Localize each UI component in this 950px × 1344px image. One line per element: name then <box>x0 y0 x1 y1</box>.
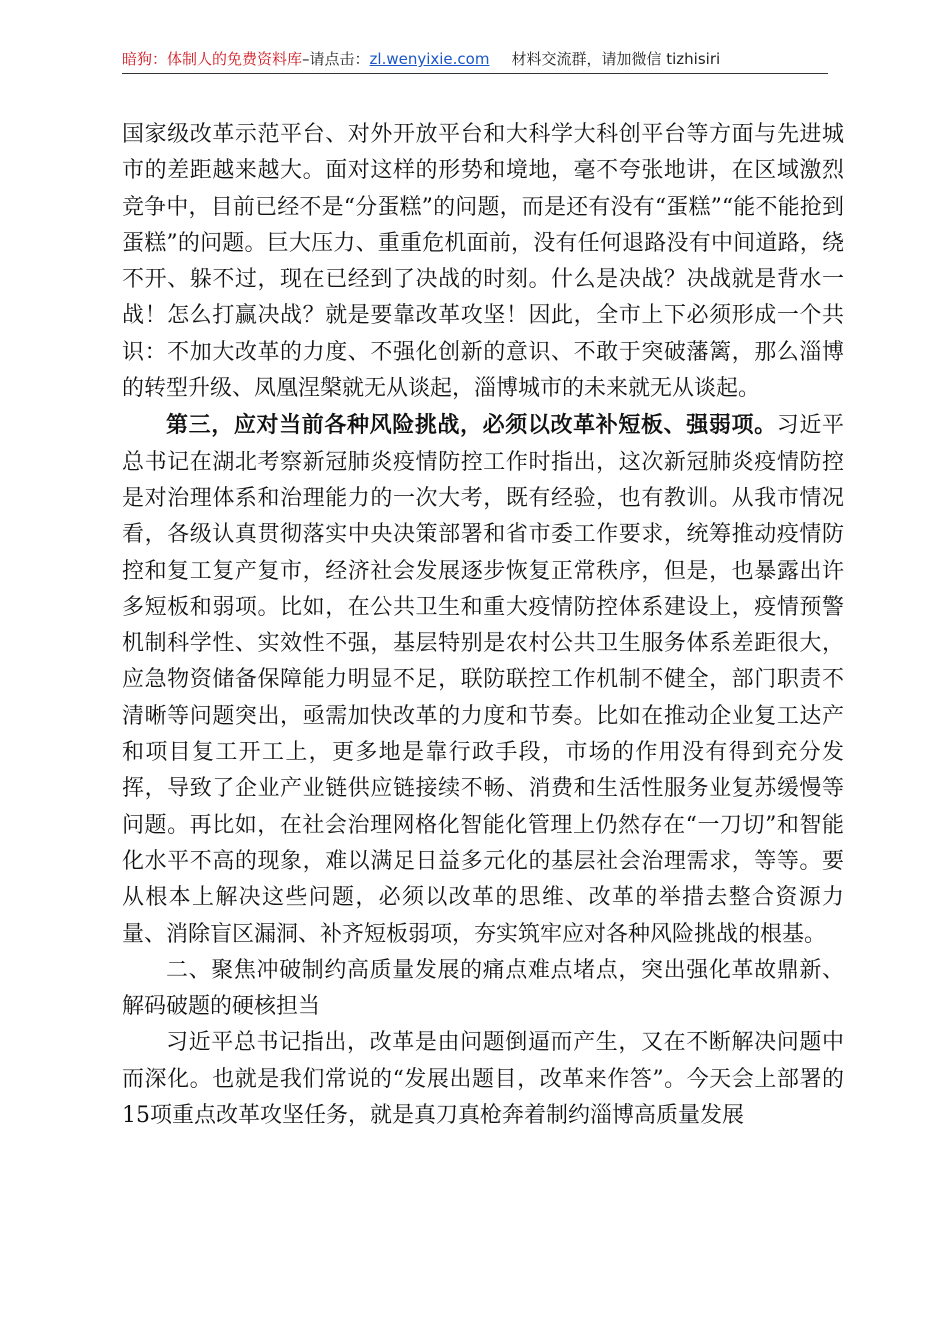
page-header <box>122 44 828 74</box>
header-click-prompt: –请点击： <box>302 50 370 68</box>
header-url-link[interactable]: zl.wenyixie.com <box>369 50 490 68</box>
section-heading-two: 二、聚焦冲破制约高质量发展的痛点难点堵点，突出强化革故鼎新、解码破题的硬核担当 <box>122 957 844 1020</box>
header-divider <box>122 73 828 74</box>
third-point-text: 习近平总书记在湖北考察新冠肺炎疫情防控工作时指出，这次新冠肺炎疫情防控是对治理体系和治理能力的一次大考，既有经验，也有教训。从我市情况看，各级认真贯彻落实中央决策部署和省市委工作要求，统筹推动疫情防控和复工复产复市，经济社会发展逐步恢复正常秩序，但是，也暴露出许多短板和弱项。比如，在公共卫生和重大疫情防控体系建设上，疫情预警机制科学性、实效性不强，基层特别是农村公共卫生服务体系差距很大，应急物资储备保障能力明显不足，联防联控工作机制不健全，部门职责不清晰等问题突出，亟需加快改革的力度和节奏。比如在推动企业复工达产和项目复工开工上，更多地是靠行政手段，市场的作用没有得到充分发挥，导致了企业产业链供应链接续不畅、消费和生活性服务业复苏缓慢等问题。再比如，在社会治理网格化智能化管理上仍然存在“一刀切”和智能化水平不高的现象，难以满足日益多元化的基层社会治理需求，等等。要从根本上解决这些问题，必须以改革的思维、改革的举措去整合资源力量、消除盲区漏洞、补齐短板弱项，夯实筑牢应对各种风险挑战的根基。 <box>122 413 844 947</box>
third-point-heading: 第三，应对当前各种风险挑战，必须以改革补短板、强弱项。 <box>166 412 777 439</box>
paragraph-reform-quote: 习近平总书记指出，改革是由问题倒逼而产生，又在不断解决问题中而深化。也就是我们常说的“发展出题目，改革来作答”。今天会上部署的15项重点改革攻坚任务，就是真刀真枪奔着制约淄博高质量发展 <box>122 1030 844 1129</box>
header-brand: 暗狗：体制人的免费资料库 <box>122 50 303 68</box>
document-body <box>122 117 844 1134</box>
paragraph-continuation: 国家级改革示范平台、对外开放平台和大科学大科创平台等方面与先进城市的差距越来越大。面对这样的形势和境地，毫不夸张地讲，在区域激烈竞争中，目前已经不是“分蛋糕”的问题，而是还有没有“蛋糕”“能不能抢到蛋糕”的问题。巨大压力、重重危机面前，没有任何退路没有中间道路，绕不开、躲不过，现在已经到了决战的时刻。什么是决战？决战就是背水一战！怎么打赢决战？就是要靠改革攻坚！因此，全市上下必须形成一个共识：不加大改革的力度、不强化创新的意识、不敢于突破藩篱，那么淄博的转型升级、凤凰涅槃就无从谈起，淄博城市的未来就无从谈起。 <box>122 122 844 402</box>
paragraph-third-point <box>122 407 844 952</box>
header-group-note: 材料交流群，请加微信 tizhisiri <box>511 50 721 68</box>
